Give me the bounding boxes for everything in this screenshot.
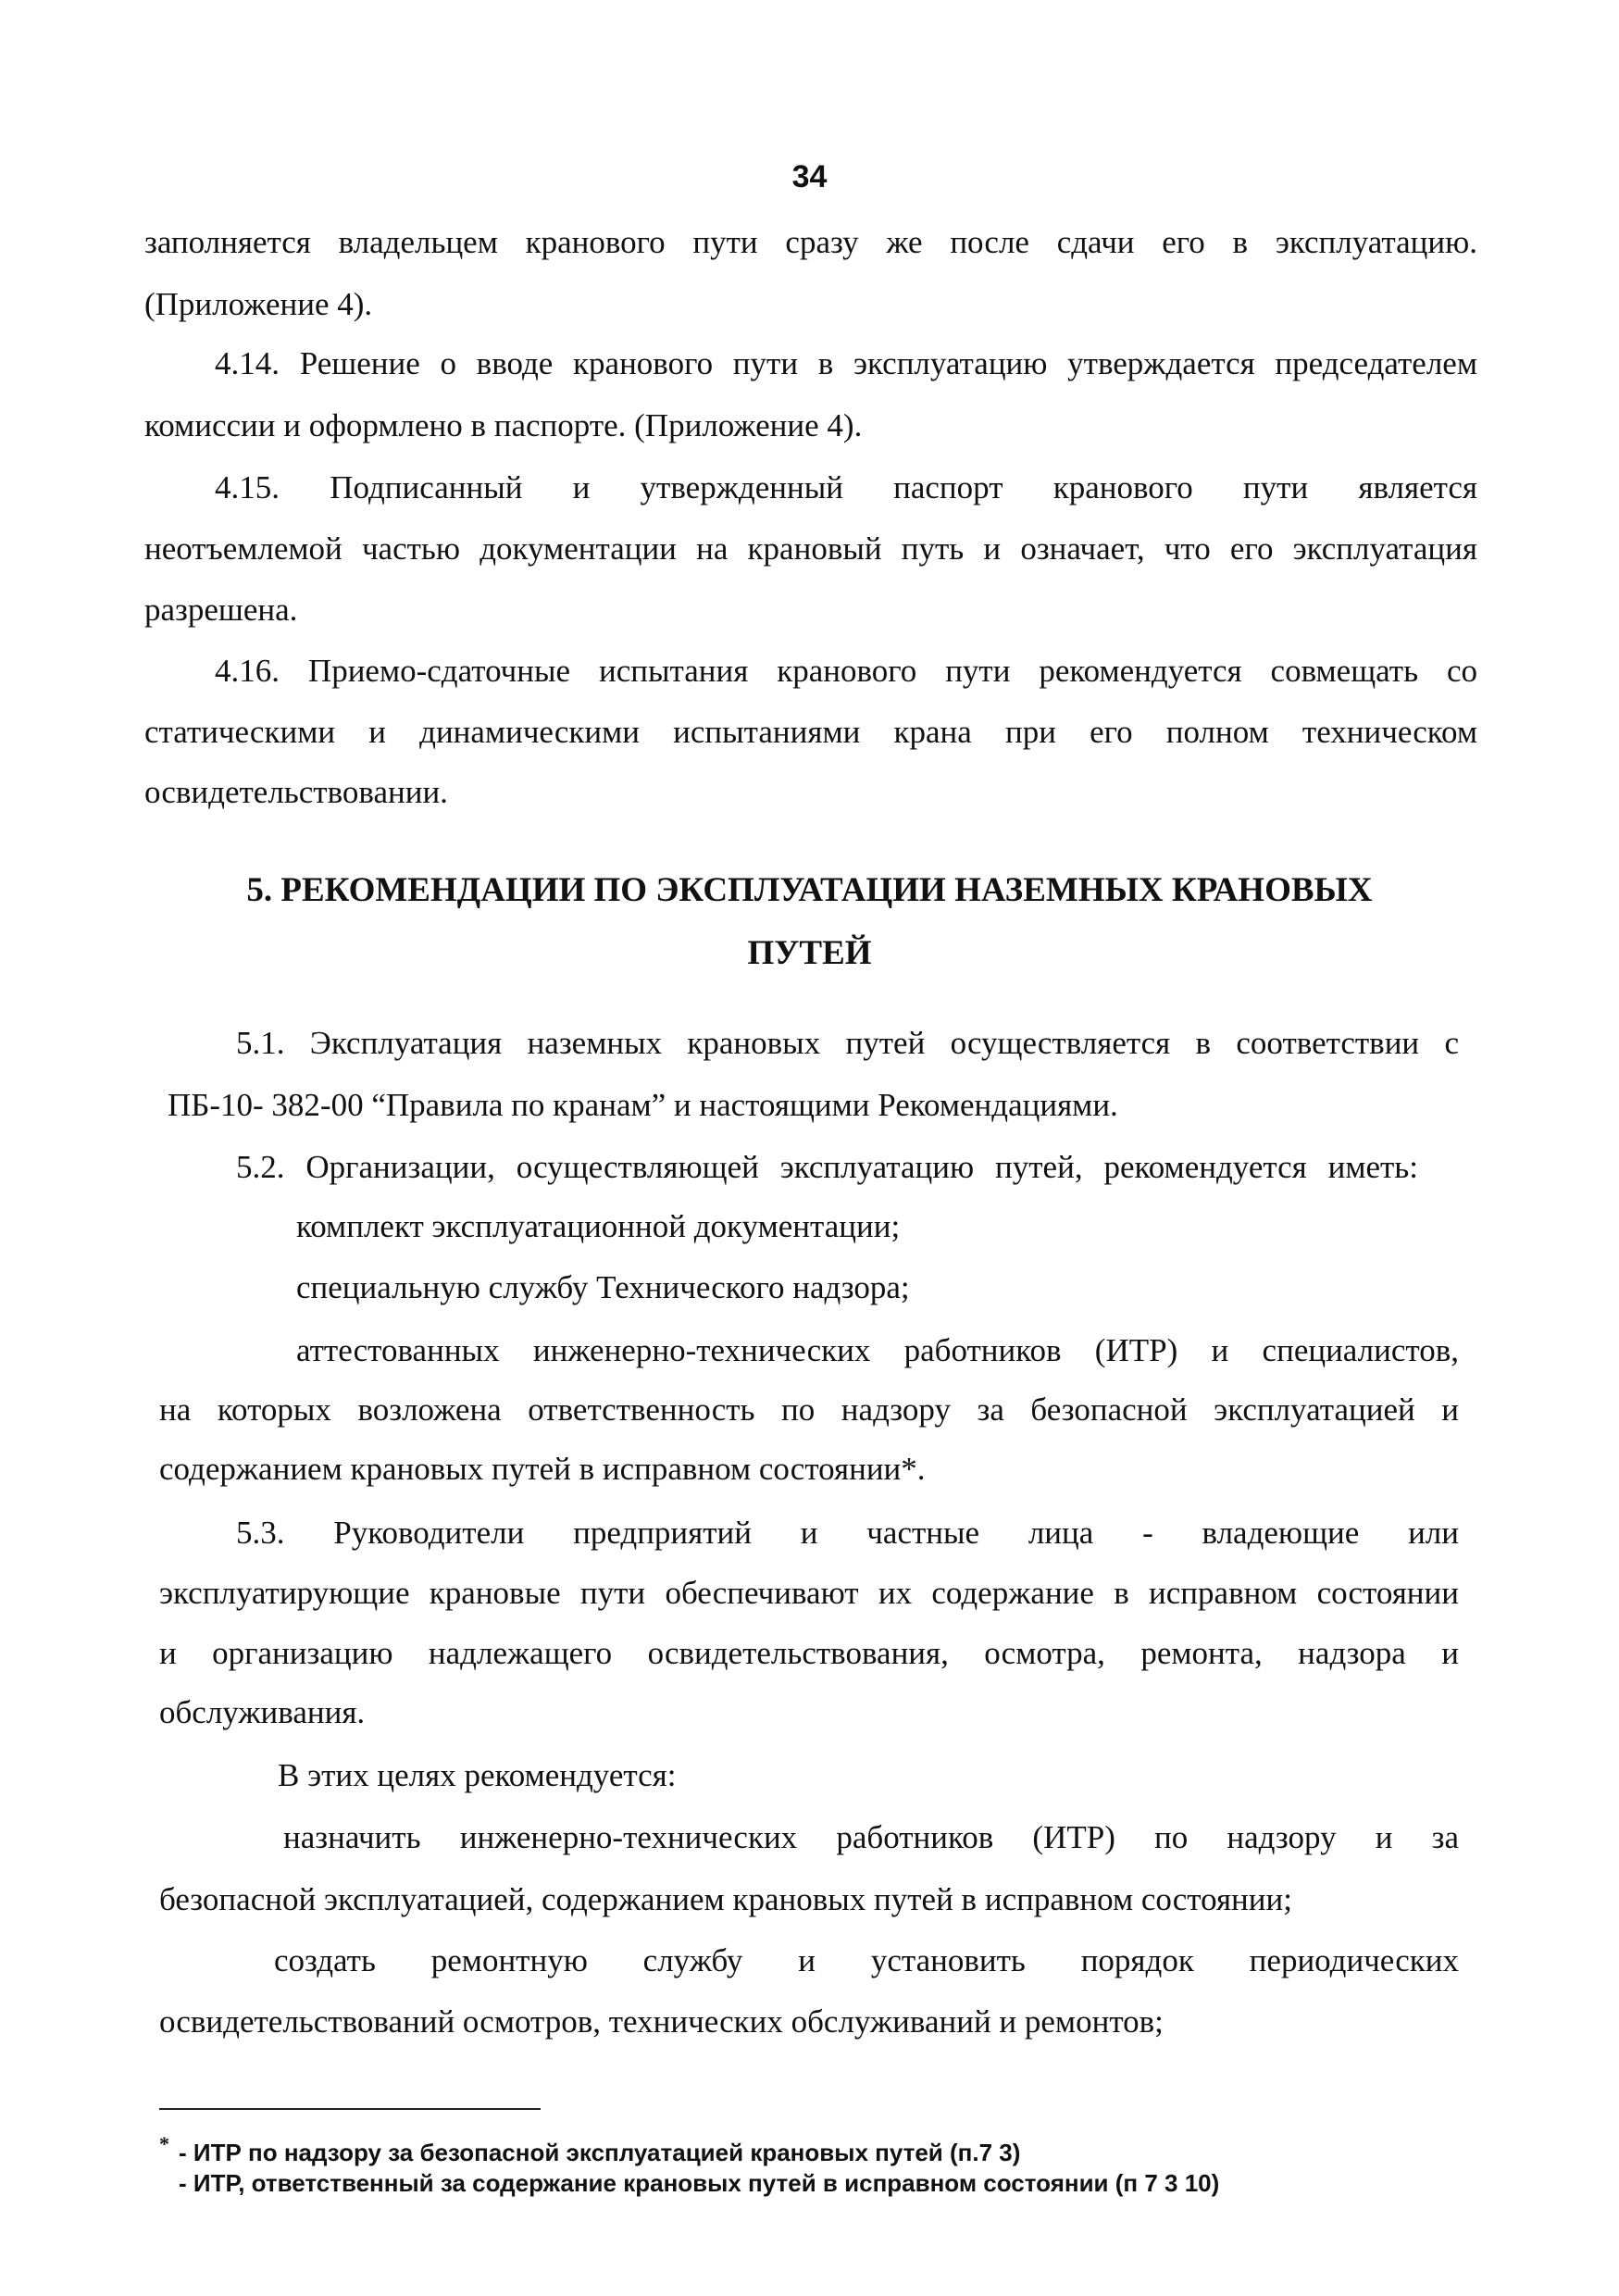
- body-line: 4.14. Решение о вводе кранового пути в эксплуатацию утверждается председателем: [215, 345, 1477, 381]
- footnote-rule: [159, 2108, 541, 2110]
- section-line: освидетельствований осмотров, технических обслуживаний и ремонтов;: [159, 2003, 1164, 2040]
- body-line: комиссии и оформлено в паспорте. (Приложение 4).: [144, 407, 863, 443]
- section-line: ПБ-10- 382-00 “Правила по кранам” и настоящими Рекомендациями.: [168, 1087, 1118, 1123]
- section-heading-line2: ПУТЕЙ: [747, 934, 872, 972]
- section-line: 5.1. Эксплуатация наземных крановых путей осуществляется в соответствии с: [236, 1025, 1459, 1061]
- section-line: комплект эксплуатационной документации;: [296, 1208, 901, 1244]
- section-line: специальную службу Технического надзора;: [296, 1269, 910, 1305]
- section-line: создать ремонтную службу и установить порядок периодических: [274, 1942, 1459, 1978]
- body-line: освидетельствовании.: [144, 774, 448, 810]
- footnote-line: - ИТР по надзору за безопасной эксплуатацией крановых путей (п.7 3): [179, 2139, 1021, 2166]
- section-line: 5.2. Организации, осуществляющей эксплуатацию путей, рекомендуется иметь:: [236, 1149, 1418, 1185]
- body-line: заполняется владельцем кранового пути сразу же после сдачи его в эксплуатацию.: [144, 224, 1477, 260]
- section-line: эксплуатирующие крановые пути обеспечивают их содержание в исправном состоянии: [159, 1575, 1459, 1611]
- body-line: разрешена.: [144, 592, 298, 628]
- section-line: обслуживания.: [159, 1694, 366, 1730]
- footnote-marker: *: [159, 2132, 169, 2155]
- section-line: В этих целях рекомендуется:: [278, 1757, 677, 1793]
- section-line: аттестованных инженерно-технических работников (ИТР) и специалистов,: [296, 1332, 1459, 1368]
- page-number: 34: [791, 159, 828, 194]
- section-line: безопасной эксплуатацией, содержанием крановых путей в исправном состоянии;: [159, 1881, 1292, 1917]
- body-line: 4.15. Подписанный и утвержденный паспорт кранового пути является: [215, 469, 1477, 505]
- body-line: статическими и динамическими испытаниями крана при его полном техническом: [144, 714, 1477, 750]
- section-line: 5.3. Руководители предприятий и частные лица - владеющие или: [236, 1515, 1459, 1551]
- section-line: назначить инженерно-технических работников (ИТР) по надзору и за: [283, 1819, 1459, 1855]
- section-line: на которых возложена ответственность по надзору за безопасной эксплуатацией и: [159, 1391, 1459, 1428]
- body-line: (Приложение 4).: [144, 286, 373, 322]
- body-line: неотъемлемой частью документации на крановый путь и означает, что его эксплуатация: [144, 530, 1477, 567]
- section-heading-line1: 5. РЕКОМЕНДАЦИИ ПО ЭКСПЛУАТАЦИИ НАЗЕМНЫХ КРАНОВЫХ: [246, 871, 1373, 909]
- section-line: и организацию надлежащего освидетельствования, осмотра, ремонта, надзора и: [159, 1635, 1459, 1671]
- body-line: 4.16. Приемо-сдаточные испытания кранового пути рекомендуется совмещать со: [215, 653, 1477, 689]
- footnote-line: - ИТР, ответственный за содержание крановых путей в исправном состоянии (п 7 3 10): [179, 2169, 1220, 2197]
- section-line: содержанием крановых путей в исправном состоянии*.: [159, 1451, 926, 1487]
